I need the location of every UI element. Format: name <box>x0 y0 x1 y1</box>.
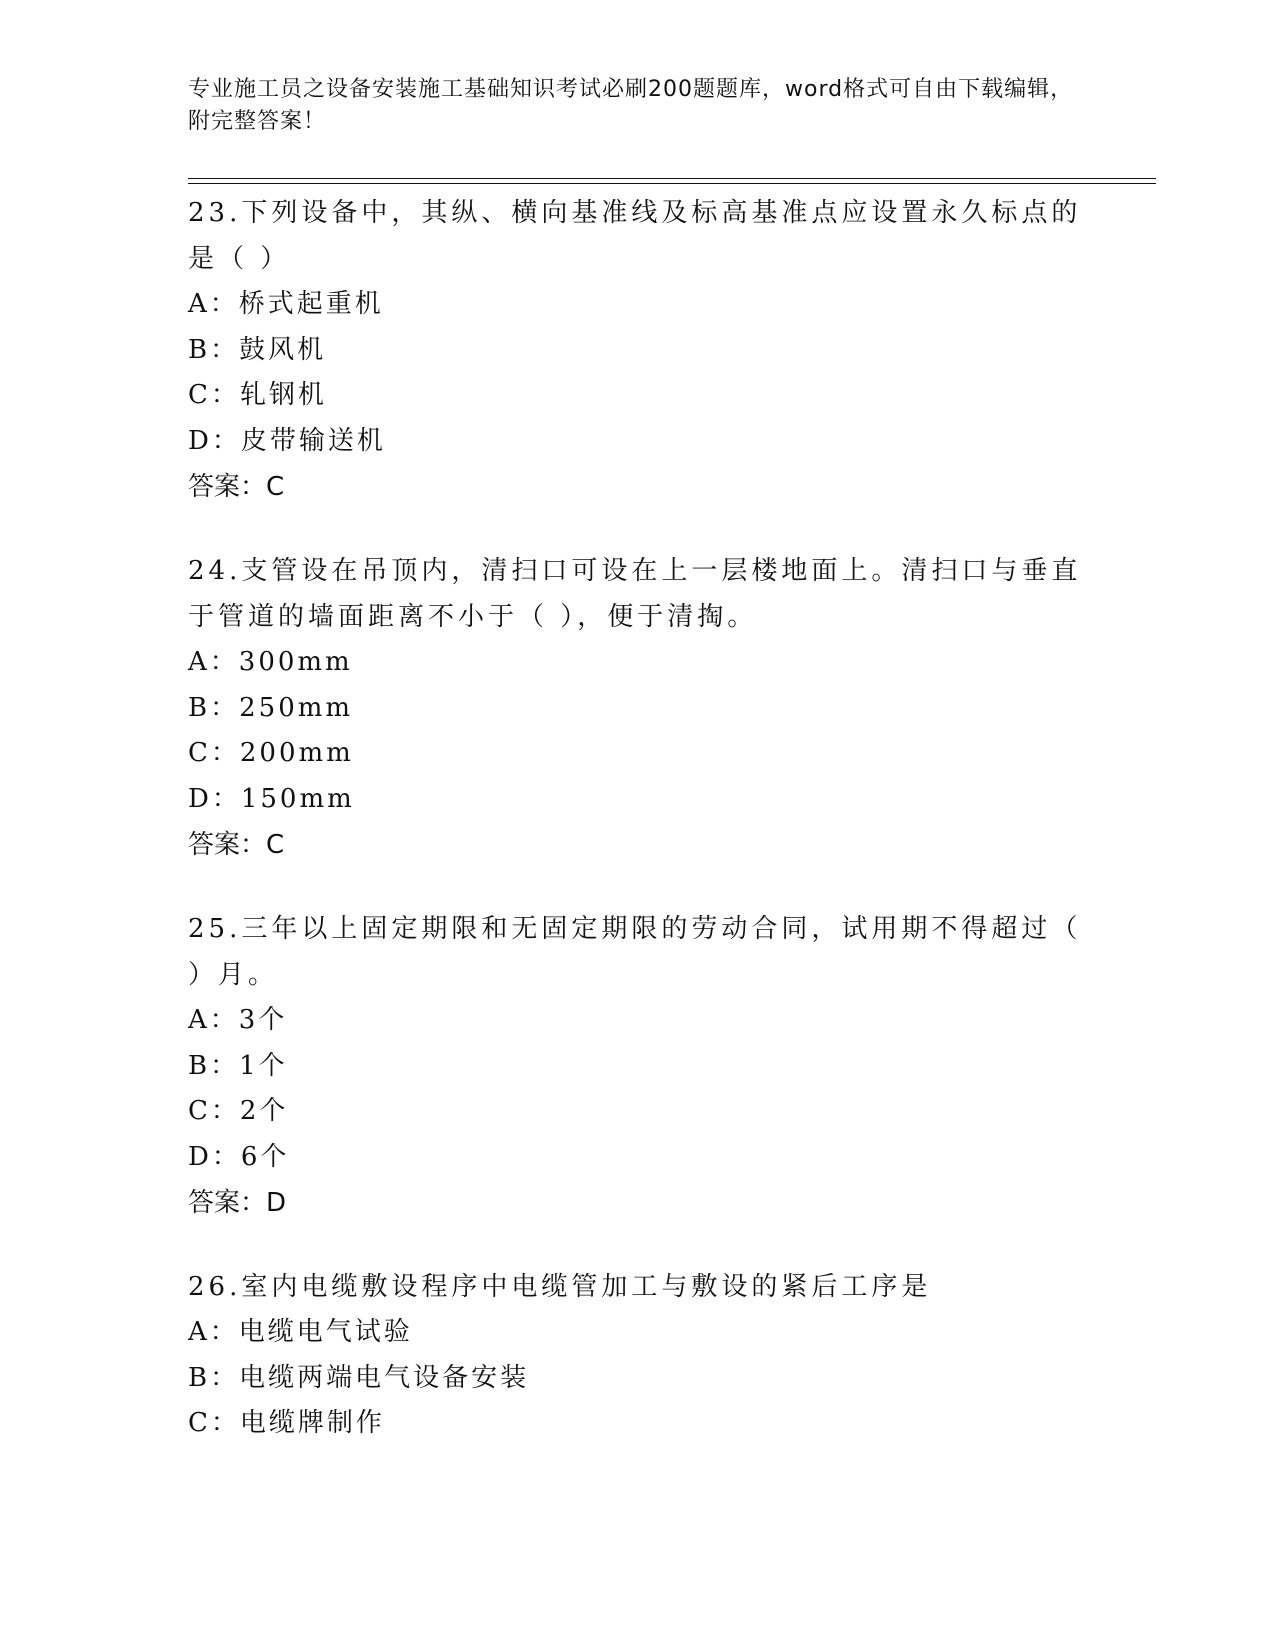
option-a: A：电缆电气试验 <box>188 1317 413 1347</box>
question-26 <box>188 1262 1088 1447</box>
option-a: A：桥式起重机 <box>188 289 384 319</box>
option-b: B：250mm <box>188 692 354 723</box>
option-b: B：鼓风机 <box>188 334 327 365</box>
question-23 <box>188 188 1088 510</box>
question-text: 24.支管设在吊顶内，清扫口可设在上一层楼地面上。清扫口与垂直于管道的墙面距离不小于（ ），便于清掏。 <box>188 556 1082 632</box>
option-c: C：200mm <box>188 738 354 768</box>
answer-line: 答案：C <box>188 830 285 860</box>
question-text: 23.下列设备中，其纵、横向基准线及标高基准点应设置永久标点的是（ ） <box>188 198 1082 274</box>
question-25 <box>188 904 1088 1226</box>
option-c: C：轧钢机 <box>188 380 327 410</box>
question-24 <box>188 546 1088 868</box>
option-b: B：1个 <box>188 1050 288 1081</box>
option-a: A：300mm <box>188 647 353 677</box>
question-text: 26.室内电缆敷设程序中电缆管加工与敷设的紧后工序是 <box>188 1272 932 1302</box>
question-text: 25.三年以上固定期限和无固定期限的劳动合同，试用期不得超过（ ）月。 <box>188 914 1082 990</box>
header-divider-bottom <box>188 183 1156 184</box>
option-c: C：电缆牌制作 <box>188 1408 385 1438</box>
question-list <box>188 188 1088 1483</box>
option-b: B：电缆两端电气设备安装 <box>188 1362 530 1393</box>
option-d: D：150mm <box>188 783 355 814</box>
option-c: C：2个 <box>188 1096 289 1126</box>
option-a: A：3个 <box>188 1005 288 1035</box>
document-header: 专业施工员之设备安装施工基础知识考试必刷200题题库，word格式可自由下载编辑，附完整答案！ <box>188 77 1074 134</box>
answer-line: 答案：C <box>188 472 285 502</box>
option-d: D：6个 <box>188 1141 290 1172</box>
option-d: D：皮带输送机 <box>188 425 386 456</box>
answer-line: 答案：D <box>188 1188 287 1218</box>
header-divider-top <box>188 178 1156 179</box>
